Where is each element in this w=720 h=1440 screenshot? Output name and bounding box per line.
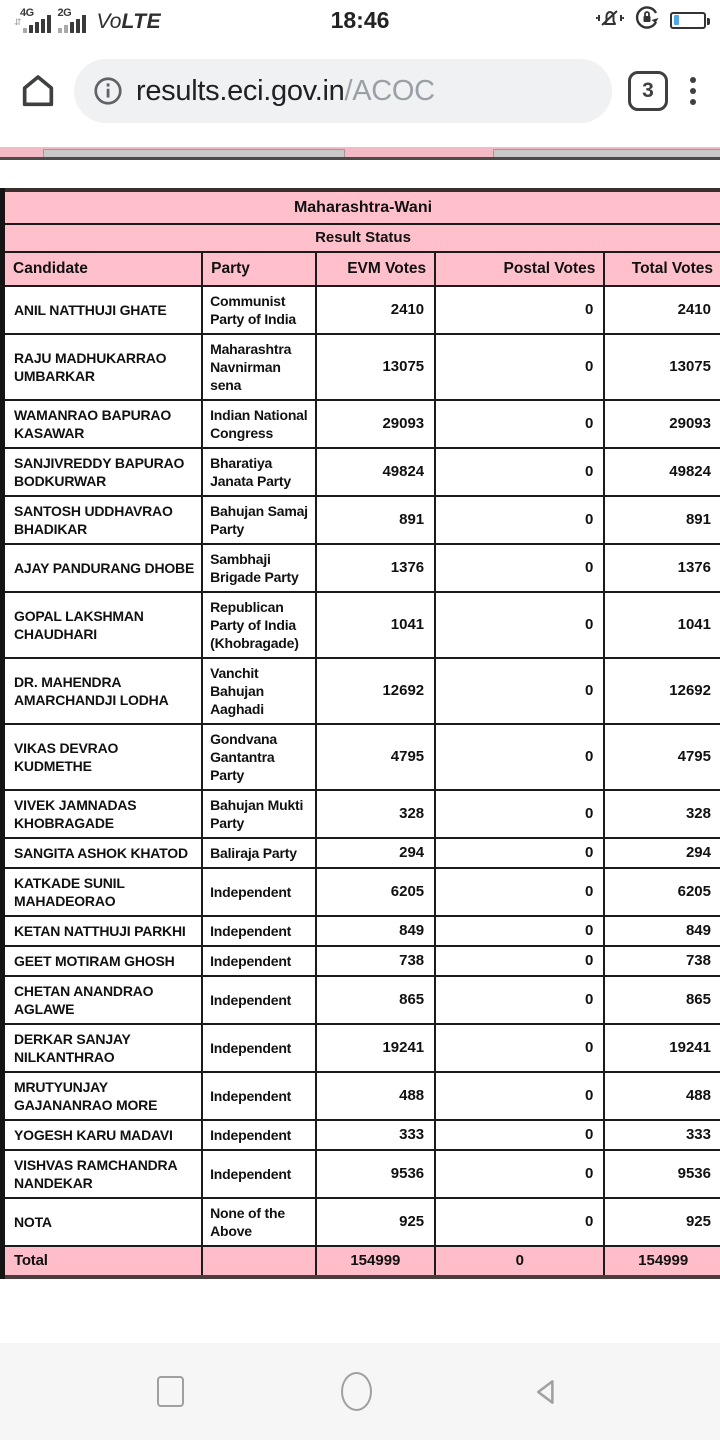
- candidate-row: [3, 1072, 720, 1120]
- postal-votes-value: 0: [435, 658, 604, 724]
- candidate-name: SANGITA ASHOK KHATOD: [3, 838, 203, 868]
- results-table: [0, 188, 720, 1279]
- candidate-row: [3, 1198, 720, 1246]
- total-total-votes: 154999: [604, 1246, 720, 1277]
- signal-sim1-icon: [14, 7, 51, 33]
- postal-votes-value: 0: [435, 946, 604, 976]
- candidate-row: [3, 592, 720, 658]
- candidate-name: ANIL NATTHUJI GHATE: [3, 286, 203, 334]
- total-votes-value: 1041: [604, 592, 720, 658]
- evm-votes-value: 294: [316, 838, 436, 868]
- total-votes-value: 488: [604, 1072, 720, 1120]
- evm-votes-value: 333: [316, 1120, 436, 1150]
- total-votes-value: 12692: [604, 658, 720, 724]
- candidate-row: [3, 496, 720, 544]
- total-label: Total: [3, 1246, 203, 1277]
- party-name: Bahujan Mukti Party: [202, 790, 315, 838]
- postal-votes-value: 0: [435, 334, 604, 400]
- candidate-row: [3, 916, 720, 946]
- candidate-name: CHETAN ANANDRAO AGLAWE: [3, 976, 203, 1024]
- col-postal-votes: Postal Votes: [435, 252, 604, 286]
- battery-icon: [670, 12, 706, 29]
- candidate-name: SANJIVREDDY BAPURAO BODKURWAR: [3, 448, 203, 496]
- postal-votes-value: 0: [435, 1198, 604, 1246]
- candidate-name: RAJU MADHUKARRAO UMBARKAR: [3, 334, 203, 400]
- evm-votes-value: 2410: [316, 286, 436, 334]
- volte-label: VoLTE: [96, 10, 162, 33]
- total-votes-value: 294: [604, 838, 720, 868]
- evm-votes-value: 13075: [316, 334, 436, 400]
- party-name: Independent: [202, 1120, 315, 1150]
- column-header-row: [3, 252, 720, 286]
- candidate-row: [3, 868, 720, 916]
- battery-charge-level: [674, 15, 679, 25]
- postal-votes-value: 0: [435, 1150, 604, 1198]
- postal-votes-value: 0: [435, 976, 604, 1024]
- tab-count: 3: [642, 79, 654, 102]
- sim1-network-label: 4G: [20, 7, 34, 19]
- postal-votes-value: 0: [435, 868, 604, 916]
- evm-votes-value: 12692: [316, 658, 436, 724]
- candidate-row: [3, 1120, 720, 1150]
- total-votes-value: 6205: [604, 868, 720, 916]
- vibrate-off-icon: [596, 6, 624, 35]
- total-votes-value: 19241: [604, 1024, 720, 1072]
- postal-votes-value: 0: [435, 1072, 604, 1120]
- party-name: Bahujan Samaj Party: [202, 496, 315, 544]
- evm-votes-value: 29093: [316, 400, 436, 448]
- url-path-text: /ACOC: [344, 74, 435, 107]
- postal-votes-value: 0: [435, 286, 604, 334]
- party-name: Indian National Congress: [202, 400, 315, 448]
- back-icon[interactable]: [529, 1375, 563, 1409]
- candidate-row: [3, 1024, 720, 1072]
- evm-votes-value: 488: [316, 1072, 436, 1120]
- state-select-remnant[interactable]: [43, 149, 345, 157]
- party-name: Gondvana Gantantra Party: [202, 724, 315, 790]
- evm-votes-value: 925: [316, 1198, 436, 1246]
- candidate-name: DERKAR SANJAY NILKANTHRAO: [3, 1024, 203, 1072]
- postal-votes-value: 0: [435, 592, 604, 658]
- candidate-row: [3, 334, 720, 400]
- party-name: Maharashtra Navnirman sena: [202, 334, 315, 400]
- party-name: Independent: [202, 916, 315, 946]
- signal-sim2-icon: [58, 7, 86, 33]
- total-votes-value: 4795: [604, 724, 720, 790]
- candidate-row: [3, 400, 720, 448]
- candidate-row: [3, 286, 720, 334]
- android-nav-bar: [0, 1343, 720, 1440]
- total-votes-value: 865: [604, 976, 720, 1024]
- party-name: Baliraja Party: [202, 838, 315, 868]
- evm-votes-value: 49824: [316, 448, 436, 496]
- candidate-name: YOGESH KARU MADAVI: [3, 1120, 203, 1150]
- evm-votes-value: 4795: [316, 724, 436, 790]
- candidate-row: [3, 838, 720, 868]
- postal-votes-value: 0: [435, 790, 604, 838]
- party-name: Independent: [202, 1150, 315, 1198]
- status-left-cluster: [14, 7, 161, 33]
- postal-votes-value: 0: [435, 838, 604, 868]
- candidate-name: WAMANRAO BAPURAO KASAWAR: [3, 400, 203, 448]
- party-name: Independent: [202, 868, 315, 916]
- total-votes-value: 891: [604, 496, 720, 544]
- candidate-row: [3, 724, 720, 790]
- postal-votes-value: 0: [435, 724, 604, 790]
- party-name: Independent: [202, 1024, 315, 1072]
- total-postal-votes: 0: [435, 1246, 604, 1277]
- party-name: Republican Party of India (Khobragade): [202, 592, 315, 658]
- candidate-row: [3, 544, 720, 592]
- party-name: Independent: [202, 1072, 315, 1120]
- recents-icon[interactable]: [157, 1376, 184, 1407]
- evm-votes-value: 849: [316, 916, 436, 946]
- constituency-title: Maharashtra-Wani: [3, 190, 720, 224]
- candidate-name: VIVEK JAMNADAS KHOBRAGADE: [3, 790, 203, 838]
- candidate-row: [3, 976, 720, 1024]
- postal-votes-value: 0: [435, 448, 604, 496]
- candidate-row: [3, 946, 720, 976]
- candidate-row: [3, 1150, 720, 1198]
- col-party: Party: [202, 252, 315, 286]
- candidate-name: KATKADE SUNIL MAHADEORAO: [3, 868, 203, 916]
- status-time: 18:46: [330, 6, 390, 33]
- postal-votes-value: 0: [435, 1024, 604, 1072]
- evm-votes-value: 865: [316, 976, 436, 1024]
- evm-votes-value: 19241: [316, 1024, 436, 1072]
- status-right-cluster: [596, 5, 706, 36]
- total-votes-value: 29093: [604, 400, 720, 448]
- col-candidate: Candidate: [3, 252, 203, 286]
- browser-toolbar: [0, 52, 720, 130]
- candidate-name: GEET MOTIRAM GHOSH: [3, 946, 203, 976]
- party-name: Sambhaji Brigade Party: [202, 544, 315, 592]
- constituency-select-remnant[interactable]: [493, 149, 720, 157]
- candidate-name: VISHVAS RAMCHANDRA NANDEKAR: [3, 1150, 203, 1198]
- url-host-text: results.eci.gov.in: [136, 74, 345, 107]
- status-bar: [0, 0, 720, 40]
- party-name: Vanchit Bahujan Aaghadi: [202, 658, 315, 724]
- party-name: None of the Above: [202, 1198, 315, 1246]
- candidate-name: KETAN NATTHUJI PARKHI: [3, 916, 203, 946]
- candidate-row: [3, 658, 720, 724]
- total-votes-value: 925: [604, 1198, 720, 1246]
- data-arrows-icon: ⇵: [14, 17, 22, 27]
- scrolled-filter-row-remnant: [0, 147, 720, 157]
- evm-votes-value: 6205: [316, 868, 436, 916]
- tab-switcher-button[interactable]: [628, 71, 668, 111]
- total-votes-value: 2410: [604, 286, 720, 334]
- total-votes-value: 13075: [604, 334, 720, 400]
- evm-votes-value: 9536: [316, 1150, 436, 1198]
- browser-menu-button[interactable]: [684, 73, 702, 109]
- result-status-heading: Result Status: [3, 224, 720, 252]
- candidate-name: NOTA: [3, 1198, 203, 1246]
- evm-votes-value: 891: [316, 496, 436, 544]
- home-button[interactable]: [18, 71, 58, 111]
- rotation-lock-icon: [634, 5, 660, 36]
- candidate-name: DR. MAHENDRA AMARCHANDJI LODHA: [3, 658, 203, 724]
- candidate-row: [3, 790, 720, 838]
- candidate-name: SANTOSH UDDHAVRAO BHADIKAR: [3, 496, 203, 544]
- url-bar[interactable]: [74, 59, 612, 123]
- postal-votes-value: 0: [435, 400, 604, 448]
- total-votes-value: 738: [604, 946, 720, 976]
- postal-votes-value: 0: [435, 496, 604, 544]
- total-row: [3, 1246, 720, 1277]
- total-party-empty: [202, 1246, 315, 1277]
- total-votes-value: 328: [604, 790, 720, 838]
- col-total-votes: Total Votes: [604, 252, 720, 286]
- evm-votes-value: 1376: [316, 544, 436, 592]
- col-evm-votes: EVM Votes: [316, 252, 436, 286]
- postal-votes-value: 0: [435, 544, 604, 592]
- total-votes-value: 49824: [604, 448, 720, 496]
- postal-votes-value: 0: [435, 1120, 604, 1150]
- page-info-icon[interactable]: [92, 75, 124, 107]
- party-name: Bharatiya Janata Party: [202, 448, 315, 496]
- sim2-network-label: 2G: [57, 7, 72, 19]
- party-name: Communist Party of India: [202, 286, 315, 334]
- total-votes-value: 9536: [604, 1150, 720, 1198]
- party-name: Independent: [202, 976, 315, 1024]
- evm-votes-value: 738: [316, 946, 436, 976]
- home-circle-icon[interactable]: [341, 1372, 372, 1411]
- section-divider: [0, 157, 720, 160]
- evm-votes-value: 1041: [316, 592, 436, 658]
- candidate-name: VIKAS DEVRAO KUDMETHE: [3, 724, 203, 790]
- candidate-name: MRUTYUNJAY GAJANANRAO MORE: [3, 1072, 203, 1120]
- total-votes-value: 849: [604, 916, 720, 946]
- candidate-name: GOPAL LAKSHMAN CHAUDHARI: [3, 592, 203, 658]
- total-votes-value: 1376: [604, 544, 720, 592]
- total-evm-votes: 154999: [316, 1246, 436, 1277]
- candidate-row: [3, 448, 720, 496]
- postal-votes-value: 0: [435, 916, 604, 946]
- total-votes-value: 333: [604, 1120, 720, 1150]
- candidate-name: AJAY PANDURANG DHOBE: [3, 544, 203, 592]
- party-name: Independent: [202, 946, 315, 976]
- evm-votes-value: 328: [316, 790, 436, 838]
